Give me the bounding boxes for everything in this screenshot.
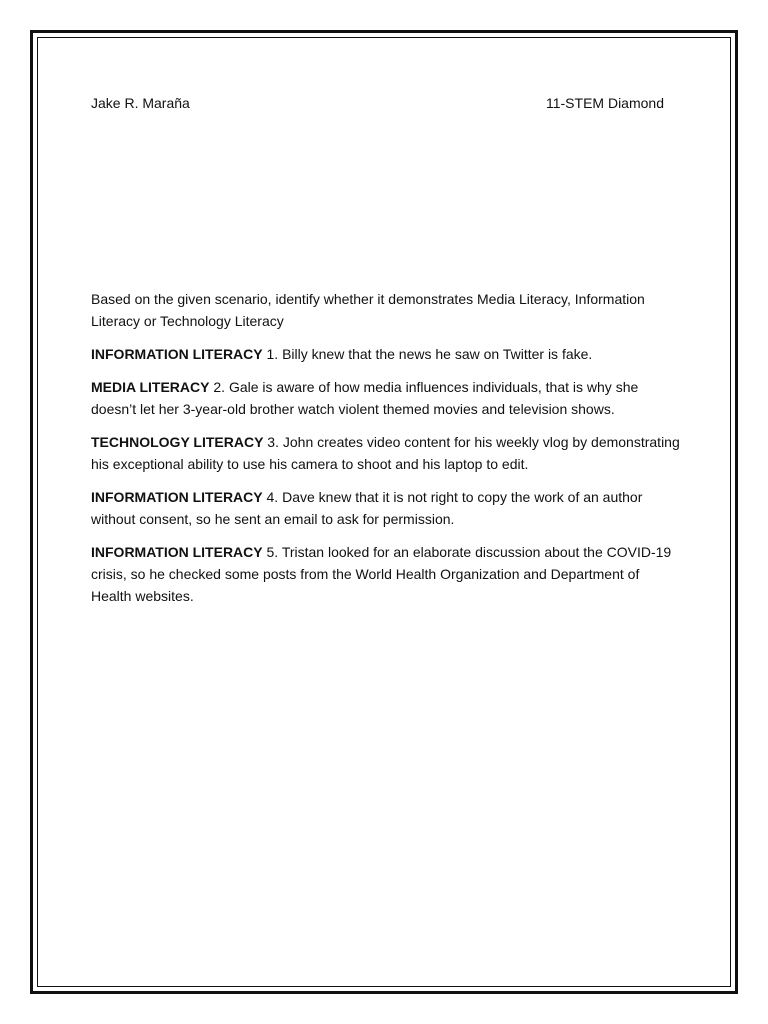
item-2-text: 2. Gale is aware of how media influences individuals, that is why she doesn’t let her 3-year-old brother watch violent themed movies and television shows. <box>91 379 639 417</box>
item-1-answer: INFORMATION LITERACY <box>91 346 263 362</box>
item-4-text: 4. Dave knew that it is not right to copy the work of an author without consent, so he sent an email to ask for permission. <box>91 489 643 527</box>
instructions: Based on the given scenario, identify whether it demonstrates Media Literacy, Information Literacy or Technology Literacy <box>91 291 645 329</box>
item-5 <box>91 541 681 607</box>
item-4 <box>91 486 681 530</box>
student-section: 11-STEM Diamond <box>545 95 664 111</box>
item-5-answer: INFORMATION LITERACY <box>91 544 263 560</box>
item-3-answer: TECHNOLOGY LITERACY <box>91 434 264 450</box>
student-name: Jake R. Maraña <box>91 95 190 111</box>
item-2 <box>91 376 681 420</box>
item-3-text: 3. John creates video content for his weekly vlog by demonstrating his exceptional ability to use his camera to shoot and his laptop to edit. <box>91 434 680 472</box>
item-3 <box>91 431 681 475</box>
document-body <box>91 288 681 618</box>
item-1-text: 1. Billy knew that the news he saw on Twitter is fake. <box>262 346 593 362</box>
item-2-answer: MEDIA LITERACY <box>91 379 210 395</box>
item-1 <box>91 343 681 365</box>
item-4-answer: INFORMATION LITERACY <box>91 489 263 505</box>
item-5-text: 5. Tristan looked for an elaborate discussion about the COVID-19 crisis, so he checked some posts from the World Health Organization and Department of Health websites. <box>91 544 672 604</box>
